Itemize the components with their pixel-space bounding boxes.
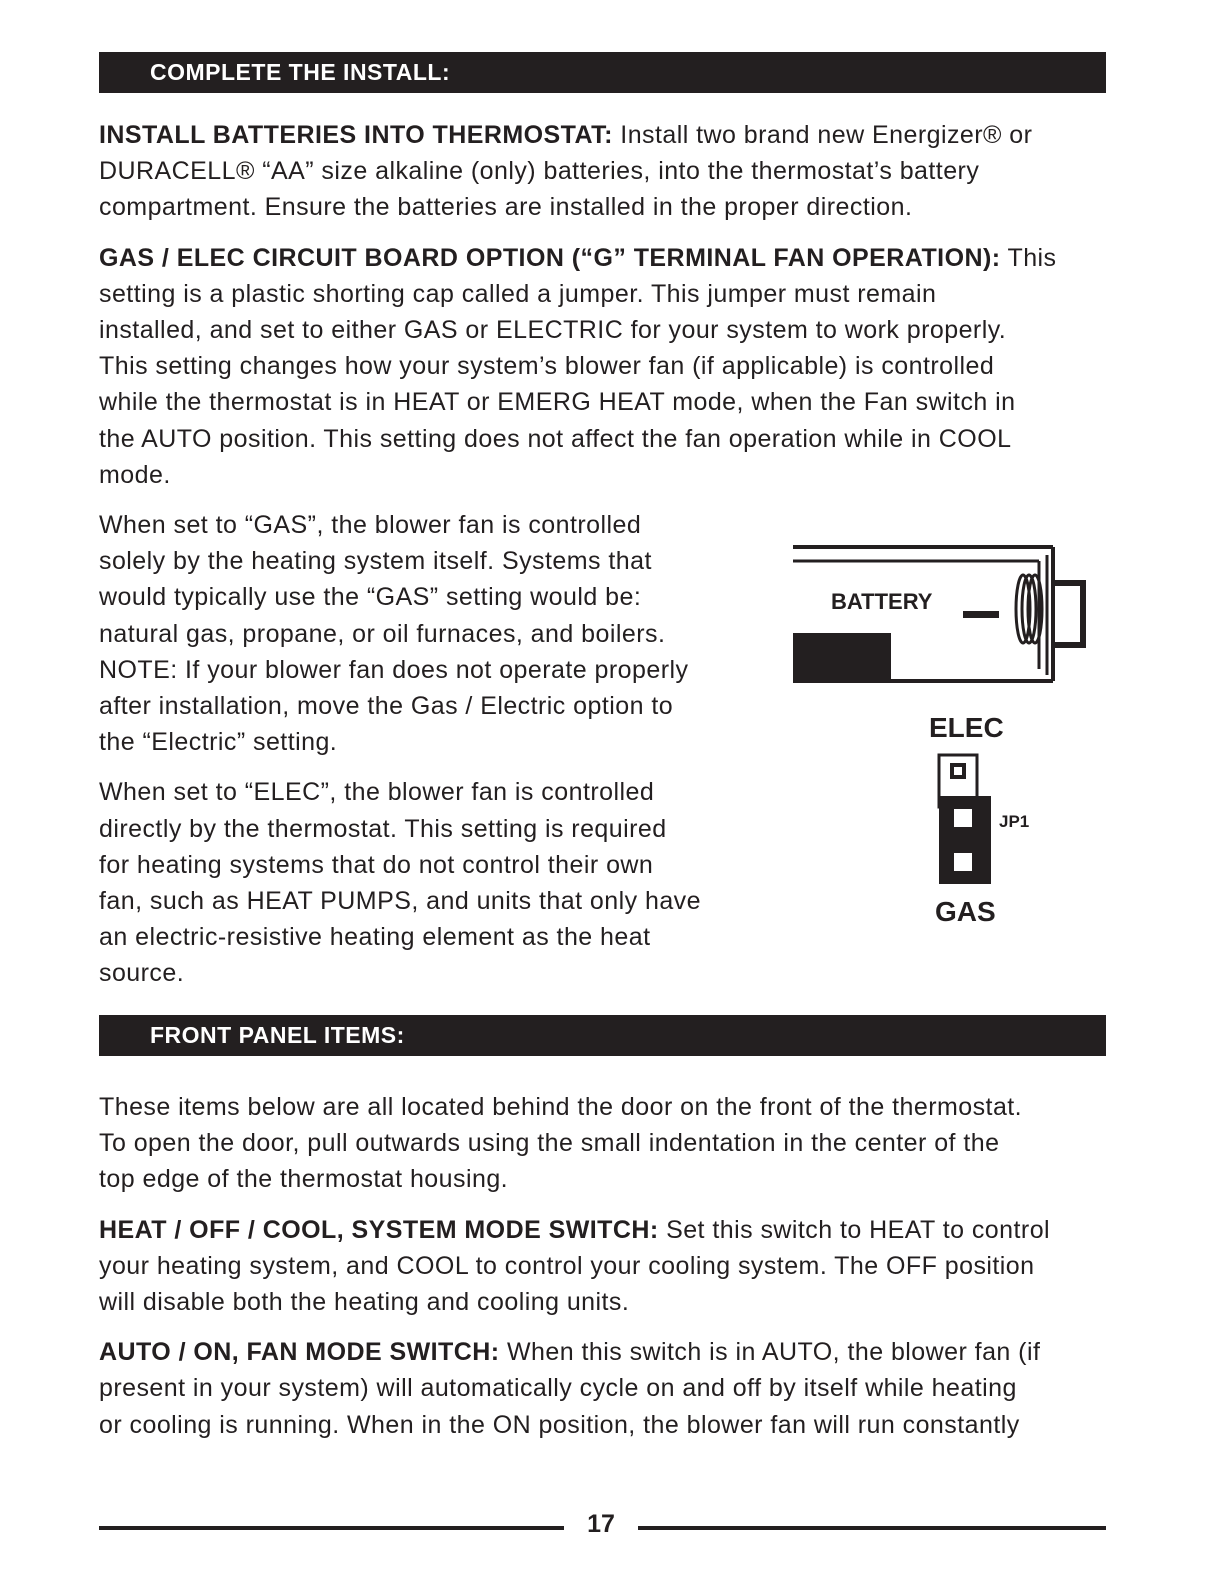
text-line: Install two brand new Energizer® or [612,121,1033,149]
text-line: after installation, move the Gas / Electric option to [99,692,674,721]
jumper-icon [939,755,991,884]
section-header-front-panel: FRONT PANEL ITEMS: [99,1015,1106,1056]
board-option-paragraph [99,240,1106,493]
jumper-label: JP1 [999,812,1030,832]
text-line: When this switch is in AUTO, the blower fan (if [499,1338,1041,1367]
manual-page [99,52,1106,1443]
text-line: DURACELL® “AA” size alkaline (only) batteries, into the thermostat’s battery [99,157,980,186]
text-line: installed, and set to either GAS or ELECTRIC for your system to work properly. [99,316,1007,345]
system-mode-paragraph [99,1212,1106,1321]
install-batteries-heading: INSTALL BATTERIES INTO THERMOSTAT: [99,121,613,149]
text-line: will disable both the heating and cooling units. [99,1288,630,1317]
text-line: top edge of the thermostat housing. [99,1165,509,1194]
install-batteries-paragraph [99,117,1106,226]
text-line: setting is a plastic shorting cap called a jumper. This jumper must remain [99,279,937,308]
battery-label: BATTERY [831,589,933,615]
text-line: your heating system, and COOL to control your cooling system. The OFF position [99,1251,1035,1280]
text-line: present in your system) will automatically cycle on and off by itself while heating [99,1374,1017,1403]
text-line: for heating systems that do not control their own [99,850,654,879]
text-line: source. [99,959,185,988]
jumper-diagram [791,545,1091,945]
text-line: This setting changes how your system’s blower fan (if applicable) is controlled [99,352,995,381]
text-line: compartment. Ensure the batteries are installed in the proper direction. [99,193,913,222]
text-line: NOTE: If your blower fan does not operate properly [99,655,689,684]
jumper-explanation [99,507,1106,987]
text-line: while the thermostat is in HEAT or EMERG HEAT mode, when the Fan switch in [99,388,1016,417]
page-number: 17 [587,1510,615,1538]
text-line: This [1000,243,1057,272]
battery-icon [793,547,1083,681]
text-line: When set to “ELEC”, the blower fan is controlled [99,778,655,807]
text-line: fan, such as HEAT PUMPS, and units that only have [99,887,701,916]
text-line: an electric-resistive heating element as the heat [99,923,651,952]
text-line: directly by the thermostat. This setting is required [99,814,667,843]
footer-rule-right [638,1526,1106,1530]
text-line: When set to “GAS”, the blower fan is controlled [99,511,642,540]
system-mode-heading: HEAT / OFF / COOL, SYSTEM MODE SWITCH: [99,1215,659,1244]
text-line: would typically use the “GAS” setting would be: [99,583,642,612]
jumper-text-column [99,507,739,992]
section-header-complete-install: COMPLETE THE INSTALL: [99,52,1106,93]
fan-mode-paragraph [99,1334,1106,1443]
board-option-heading: GAS / ELEC CIRCUIT BOARD OPTION (“G” TERMINAL FAN OPERATION): [99,243,1001,272]
battery-jumper-illustration [791,545,1091,945]
gas-setting-paragraph [99,507,739,760]
fan-mode-heading: AUTO / ON, FAN MODE SWITCH: [99,1338,500,1367]
page-footer [99,1508,1106,1548]
text-line: To open the door, pull outwards using the small indentation in the center of the [99,1129,1000,1158]
text-line: or cooling is running. When in the ON position, the blower fan will run constantly [99,1410,1020,1439]
text-line: the “Electric” setting. [99,728,338,757]
text-line: These items below are all located behind the door on the front of the thermostat. [99,1093,1023,1122]
front-panel-intro-paragraph [99,1089,1106,1198]
text-line: Set this switch to HEAT to control [658,1215,1051,1244]
text-line: mode. [99,460,171,489]
text-line: solely by the heating system itself. Systems that [99,547,652,576]
text-line: the AUTO position. This setting does not affect the fan operation while in COOL [99,424,1012,453]
elec-setting-paragraph [99,774,739,991]
text-line: natural gas, propane, or oil furnaces, and boilers. [99,619,666,648]
elec-label: ELEC [929,712,1004,744]
gas-label: GAS [935,896,996,928]
footer-rule-left [99,1526,564,1530]
